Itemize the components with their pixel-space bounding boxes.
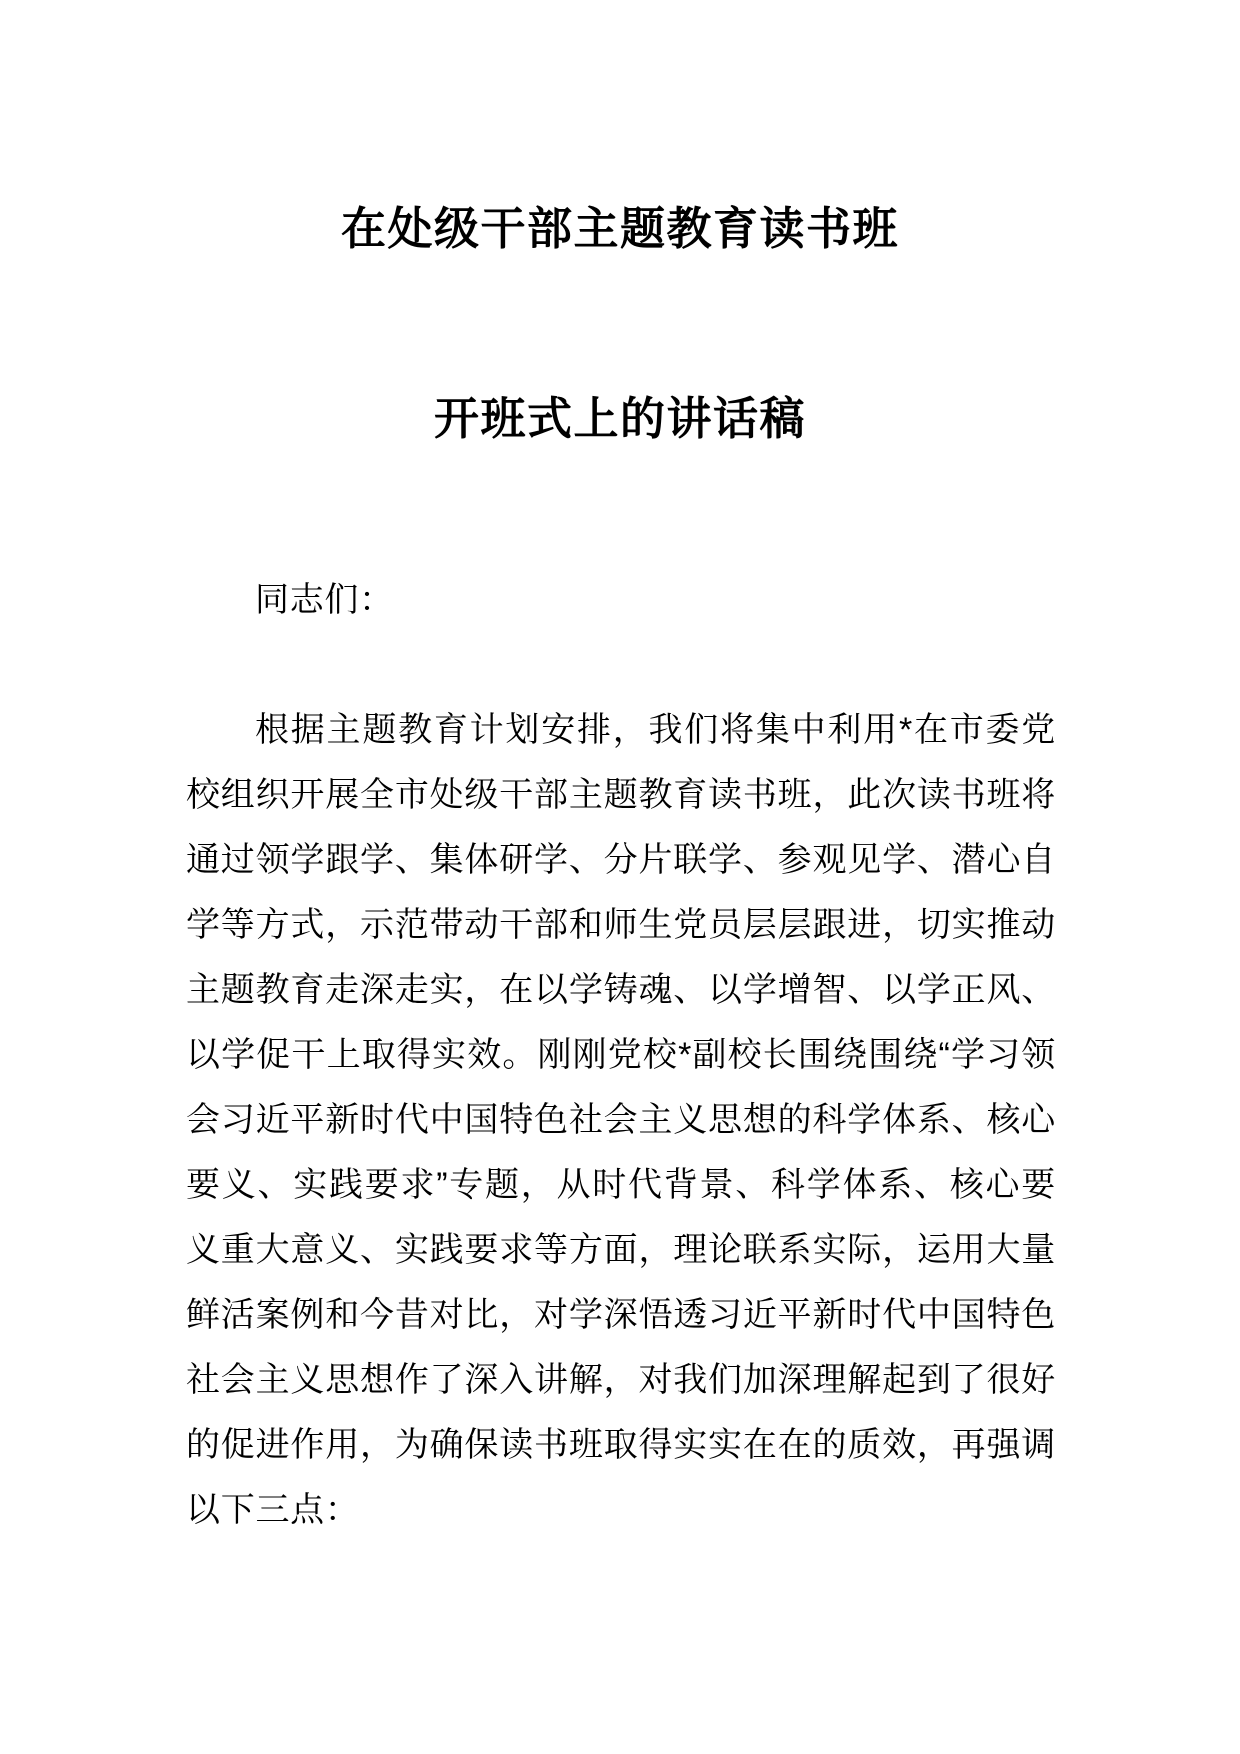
- main-title-line-2: 开班式上的讲话稿: [433, 393, 806, 444]
- body-paragraph: 根据主题教育计划安排，我们将集中利用*在市委党校组织开展全市处级干部主题教育读书班，此次读书班将通过领学跟学、集体研学、分片联学、参观见学、潜心自学等方式，示范带动干部和师生党员层层跟进，切实推动主题教育走深走实，在以学铸魂、以学增智、以学正风、以学促干上取得实效。刚刚党校*副校长围绕围绕“学习领会习近平新时代中国特色社会主义思想的科学体系、核心要义、实践要求”专题，从时代背景、科学体系、核心要义重大意义、实践要求等方面，理论联系实际，运用大量鲜活案例和今昔对比，对学深悟透习近平新时代中国特色社会主义思想作了深入讲解，对我们加深理解起到了很好的促进作用，为确保读书班取得实实在在的质效，再强调以下三点：: [186, 711, 1056, 1529]
- main-title-line-1: 在处级干部主题教育读书班: [340, 203, 899, 254]
- salutation: 同志们：: [255, 581, 394, 619]
